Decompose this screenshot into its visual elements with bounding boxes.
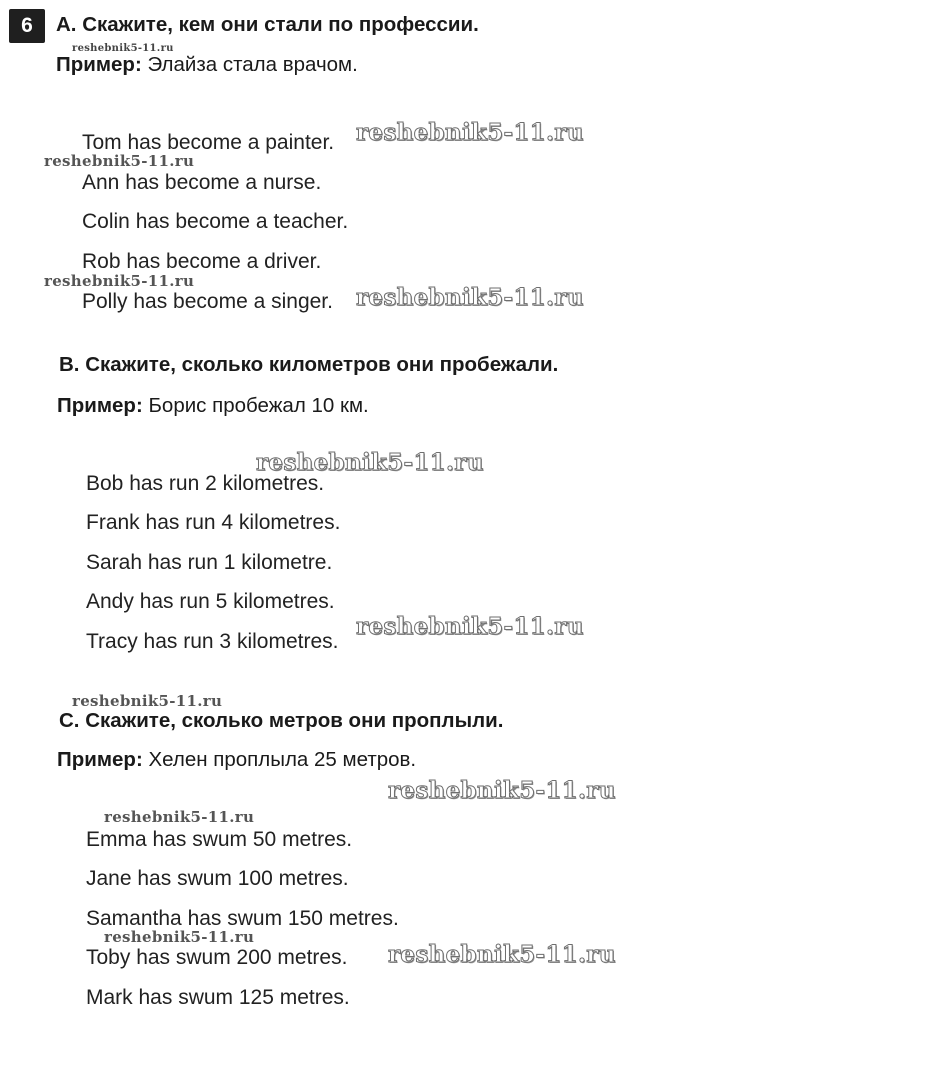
watermark: reshebnik5-11.ru: [356, 613, 584, 640]
exercise-number-badge: 6: [9, 9, 45, 43]
section-a-answer-1: Tom has become a painter.: [82, 131, 335, 154]
watermark: reshebnik5-11.ru: [256, 449, 484, 476]
section-b-heading: B. Скажите, сколько километров они пробежали.: [59, 353, 559, 376]
section-b-answer-4: Andy has run 5 kilometres.: [86, 590, 335, 613]
section-b-example-text: Борис пробежал 10 км.: [142, 394, 369, 417]
section-c-answer-3: Samantha has swum 150 metres.: [86, 907, 399, 930]
section-c-example-label: Пример:: [57, 748, 143, 771]
section-a-heading: A. Скажите, кем они стали по профессии.: [56, 13, 479, 36]
watermark: reshebnik5-11.ru: [104, 808, 255, 826]
section-b-answer-5: Tracy has run 3 kilometres.: [86, 630, 339, 653]
section-a-answer-5: Polly has become a singer.: [82, 290, 333, 313]
section-a-answer-4: Rob has become a driver.: [82, 250, 322, 273]
watermark: reshebnik5-11.ru: [44, 272, 195, 290]
watermark: reshebnik5-11.ru: [104, 928, 255, 946]
section-c-answer-1: Emma has swum 50 metres.: [86, 828, 353, 851]
section-b-example-label: Пример:: [57, 394, 143, 417]
watermark: reshebnik5-11.ru: [72, 692, 223, 710]
watermark: reshebnik5-11.ru: [356, 284, 584, 311]
section-b-answer-3: Sarah has run 1 kilometre.: [86, 551, 333, 574]
watermark: reshebnik5-11.ru: [44, 152, 195, 170]
watermark: reshebnik5-11.ru: [356, 119, 584, 146]
section-b-answer-2: Frank has run 4 kilometres.: [86, 511, 341, 534]
section-b-example: [57, 394, 369, 418]
section-a-answer-3: Colin has become a teacher.: [82, 210, 349, 233]
section-b-answer-1: Bob has run 2 kilometres.: [86, 472, 325, 495]
section-c-answer-4: Toby has swum 200 metres.: [86, 946, 348, 969]
section-c-answer-5: Mark has swum 125 metres.: [86, 986, 350, 1009]
section-a-answer-2: Ann has become a nurse.: [82, 171, 322, 194]
section-a-example: [56, 53, 358, 77]
section-a-example-text: Элайза стала врачом.: [141, 53, 358, 76]
section-c-answer-2: Jane has swum 100 metres.: [86, 867, 349, 890]
section-a-example-label: Пример:: [56, 53, 142, 76]
section-c-example-text: Хелен проплыла 25 метров.: [142, 748, 417, 771]
section-c-example: [57, 748, 416, 772]
watermark: reshebnik5-11.ru: [388, 941, 616, 968]
watermark: reshebnik5-11.ru: [72, 43, 174, 54]
watermark: reshebnik5-11.ru: [388, 777, 616, 804]
section-c-heading: C. Скажите, сколько метров они проплыли.: [59, 709, 504, 732]
